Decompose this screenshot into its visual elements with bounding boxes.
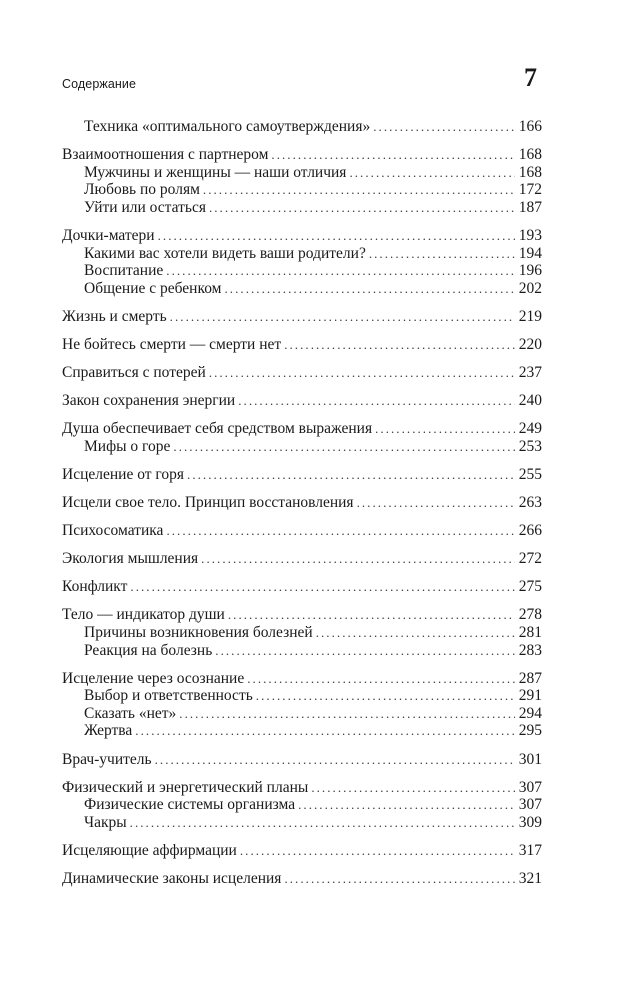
toc-entry: [62, 814, 542, 832]
toc-entry: [62, 181, 542, 199]
toc-entry-page: 166: [518, 118, 542, 135]
toc-dot-leader: [130, 578, 515, 596]
toc-entry-title: Исцеляющие аффирмации: [62, 841, 237, 859]
toc-entry-title: Тело — индикатор души: [62, 606, 225, 624]
toc-entry-title: Воспитание: [84, 262, 164, 280]
toc-entry-page: 283: [518, 641, 542, 659]
toc-entry-title: Техника «оптимального самоутверждения»: [84, 118, 371, 135]
toc-entry-page: 295: [518, 722, 542, 740]
toc-entry: [62, 705, 542, 723]
toc-dot-leader: [225, 280, 516, 298]
toc-entry-page: 291: [518, 687, 542, 705]
toc-entry-title: Какими вас хотели видеть ваши родители?: [84, 244, 366, 262]
toc-dot-leader: [173, 438, 515, 456]
toc-dot-leader: [238, 392, 515, 410]
toc-dot-leader: [209, 364, 515, 382]
toc-entry-page: 317: [518, 841, 542, 859]
toc-dot-leader: [135, 722, 515, 740]
toc-entry: [62, 870, 542, 888]
toc-entry: [62, 336, 542, 354]
toc-entry-page: 275: [518, 578, 542, 596]
toc-entry: [62, 779, 542, 797]
toc-entry-page: 287: [518, 669, 542, 687]
toc-entry-title: Сказать «нет»: [84, 704, 177, 722]
toc-dot-leader: [311, 779, 515, 797]
toc-dot-leader: [130, 814, 515, 832]
toc-entry: [62, 722, 542, 740]
toc-dot-leader: [349, 164, 515, 182]
toc-dot-leader: [369, 245, 515, 263]
toc-entry-page: 240: [518, 392, 542, 410]
toc-dot-leader: [215, 642, 515, 660]
toc-entry-title: Дочки-матери: [62, 226, 155, 244]
toc-entry: [62, 578, 542, 596]
toc-entry: [62, 550, 542, 568]
toc-dot-leader: [247, 670, 515, 688]
toc-entry-page: 168: [518, 146, 542, 164]
toc-entry: [62, 842, 542, 860]
toc-dot-leader: [170, 308, 515, 326]
toc-entry-page: 278: [518, 606, 542, 624]
toc-entry-page: 321: [518, 870, 542, 887]
toc-entry-page: 281: [518, 623, 542, 641]
toc-entry: [62, 280, 542, 298]
toc-dot-leader: [240, 842, 515, 860]
toc-entry: [62, 624, 542, 642]
toc-entry-title: Закон сохранения энергии: [62, 392, 236, 410]
toc-entry-page: 187: [518, 198, 542, 216]
toc-entry-title: Врач-учитель: [62, 750, 152, 768]
toc-entry-title: Общение с ребенком: [84, 279, 222, 297]
toc-entry-page: 237: [518, 364, 542, 382]
toc-dot-leader: [166, 262, 515, 280]
toc-entry-page: 202: [518, 279, 542, 297]
toc-entry-page: 307: [518, 796, 542, 814]
toc-entry-title: Экология мышления: [62, 550, 199, 568]
toc-dot-leader: [179, 705, 515, 723]
toc-entry: [62, 466, 542, 484]
toc-entry-title: Исцеление через осознание: [62, 669, 245, 687]
toc-entry: [62, 308, 542, 326]
toc-entry-title: Физические системы организма: [84, 796, 296, 814]
toc-entry-page: 309: [518, 813, 542, 831]
toc-entry: [62, 606, 542, 624]
toc-entry-title: Причины возникновения болезней: [84, 623, 313, 641]
toc-entry: [62, 796, 542, 814]
toc-dot-leader: [203, 181, 515, 199]
running-head: Содержание: [62, 77, 137, 91]
toc-entry-page: 301: [518, 750, 542, 768]
toc-entry-title: Психосоматика: [62, 522, 164, 540]
toc-entry-page: 263: [518, 494, 542, 511]
toc-entry-title: Мужчины и женщины — наши отличия: [84, 163, 347, 181]
toc-dot-leader: [375, 420, 515, 438]
toc-entry-title: Жизнь и смерть: [62, 307, 167, 325]
toc-entry-page: 253: [518, 437, 542, 455]
toc-entry-page: 168: [518, 163, 542, 181]
toc-dot-leader: [209, 199, 515, 217]
toc-entry: [62, 199, 542, 217]
toc-dot-leader: [284, 336, 515, 354]
toc-entry-title: Чакры: [84, 813, 127, 831]
table-of-contents: [62, 118, 542, 888]
toc-entry: [62, 118, 542, 136]
toc-entry: [62, 522, 542, 540]
toc-entry-title: Конфликт: [62, 578, 128, 596]
toc-entry-title: Исцели свое тело. Принцип восстановления: [62, 494, 354, 511]
toc-entry-title: Исцеление от горя: [62, 465, 185, 483]
toc-entry: [62, 245, 542, 263]
toc-dot-leader: [228, 606, 515, 624]
toc-entry-page: 193: [518, 226, 542, 244]
toc-entry: [62, 392, 542, 410]
toc-entry-page: 255: [518, 465, 542, 483]
page-number: 7: [524, 63, 537, 92]
toc-dot-leader: [201, 550, 515, 568]
toc-entry-page: 219: [518, 307, 542, 325]
toc-dot-leader: [166, 522, 515, 540]
toc-entry: [62, 687, 542, 705]
toc-entry: [62, 364, 542, 382]
toc-entry-title: Выбор и ответственность: [84, 687, 253, 705]
toc-entry-title: Физический и энергетический планы: [62, 778, 309, 796]
toc-entry-page: 220: [518, 335, 542, 353]
toc-entry-page: 294: [518, 704, 542, 722]
toc-entry-title: Реакция на болезнь: [84, 641, 213, 659]
toc-entry-page: 272: [518, 550, 542, 568]
toc-entry-title: Не бойтесь смерти — смерти нет: [62, 335, 282, 353]
toc-entry: [62, 751, 542, 769]
toc-entry-title: Мифы о горе: [84, 437, 171, 455]
toc-dot-leader: [155, 751, 515, 769]
toc-entry-title: Взаимоотношения с партнером: [62, 146, 269, 164]
toc-entry: [62, 227, 542, 245]
toc-entry: [62, 438, 542, 456]
toc-entry-page: 172: [518, 181, 542, 199]
toc-dot-leader: [271, 146, 515, 164]
toc-entry: [62, 262, 542, 280]
toc-dot-leader: [298, 796, 515, 814]
toc-entry: [62, 420, 542, 438]
toc-entry: [62, 642, 542, 660]
toc-entry-title: Душа обеспечивает себя средством выражения: [62, 420, 373, 438]
toc-dot-leader: [256, 687, 515, 705]
toc-dot-leader: [187, 466, 515, 484]
toc-entry-page: 266: [518, 522, 542, 540]
toc-entry-title: Жертва: [84, 722, 133, 740]
toc-dot-leader: [284, 870, 515, 888]
toc-entry-title: Справиться с потерей: [62, 364, 206, 382]
toc-entry: [62, 494, 542, 512]
toc-entry: [62, 670, 542, 688]
toc-dot-leader: [316, 624, 515, 642]
toc-dot-leader: [158, 227, 515, 245]
toc-entry-title: Уйти или остаться: [84, 198, 206, 216]
toc-entry-title: Любовь по ролям: [84, 181, 200, 199]
toc-entry-title: Динамические законы исцеления: [62, 870, 282, 887]
toc-entry-page: 194: [518, 244, 542, 262]
toc-dot-leader: [357, 494, 515, 512]
toc-entry-page: 307: [518, 778, 542, 796]
toc-entry: [62, 164, 542, 182]
toc-entry-page: 196: [518, 262, 542, 280]
toc-entry: [62, 146, 542, 164]
toc-dot-leader: [373, 118, 515, 136]
toc-entry-page: 249: [518, 420, 542, 438]
